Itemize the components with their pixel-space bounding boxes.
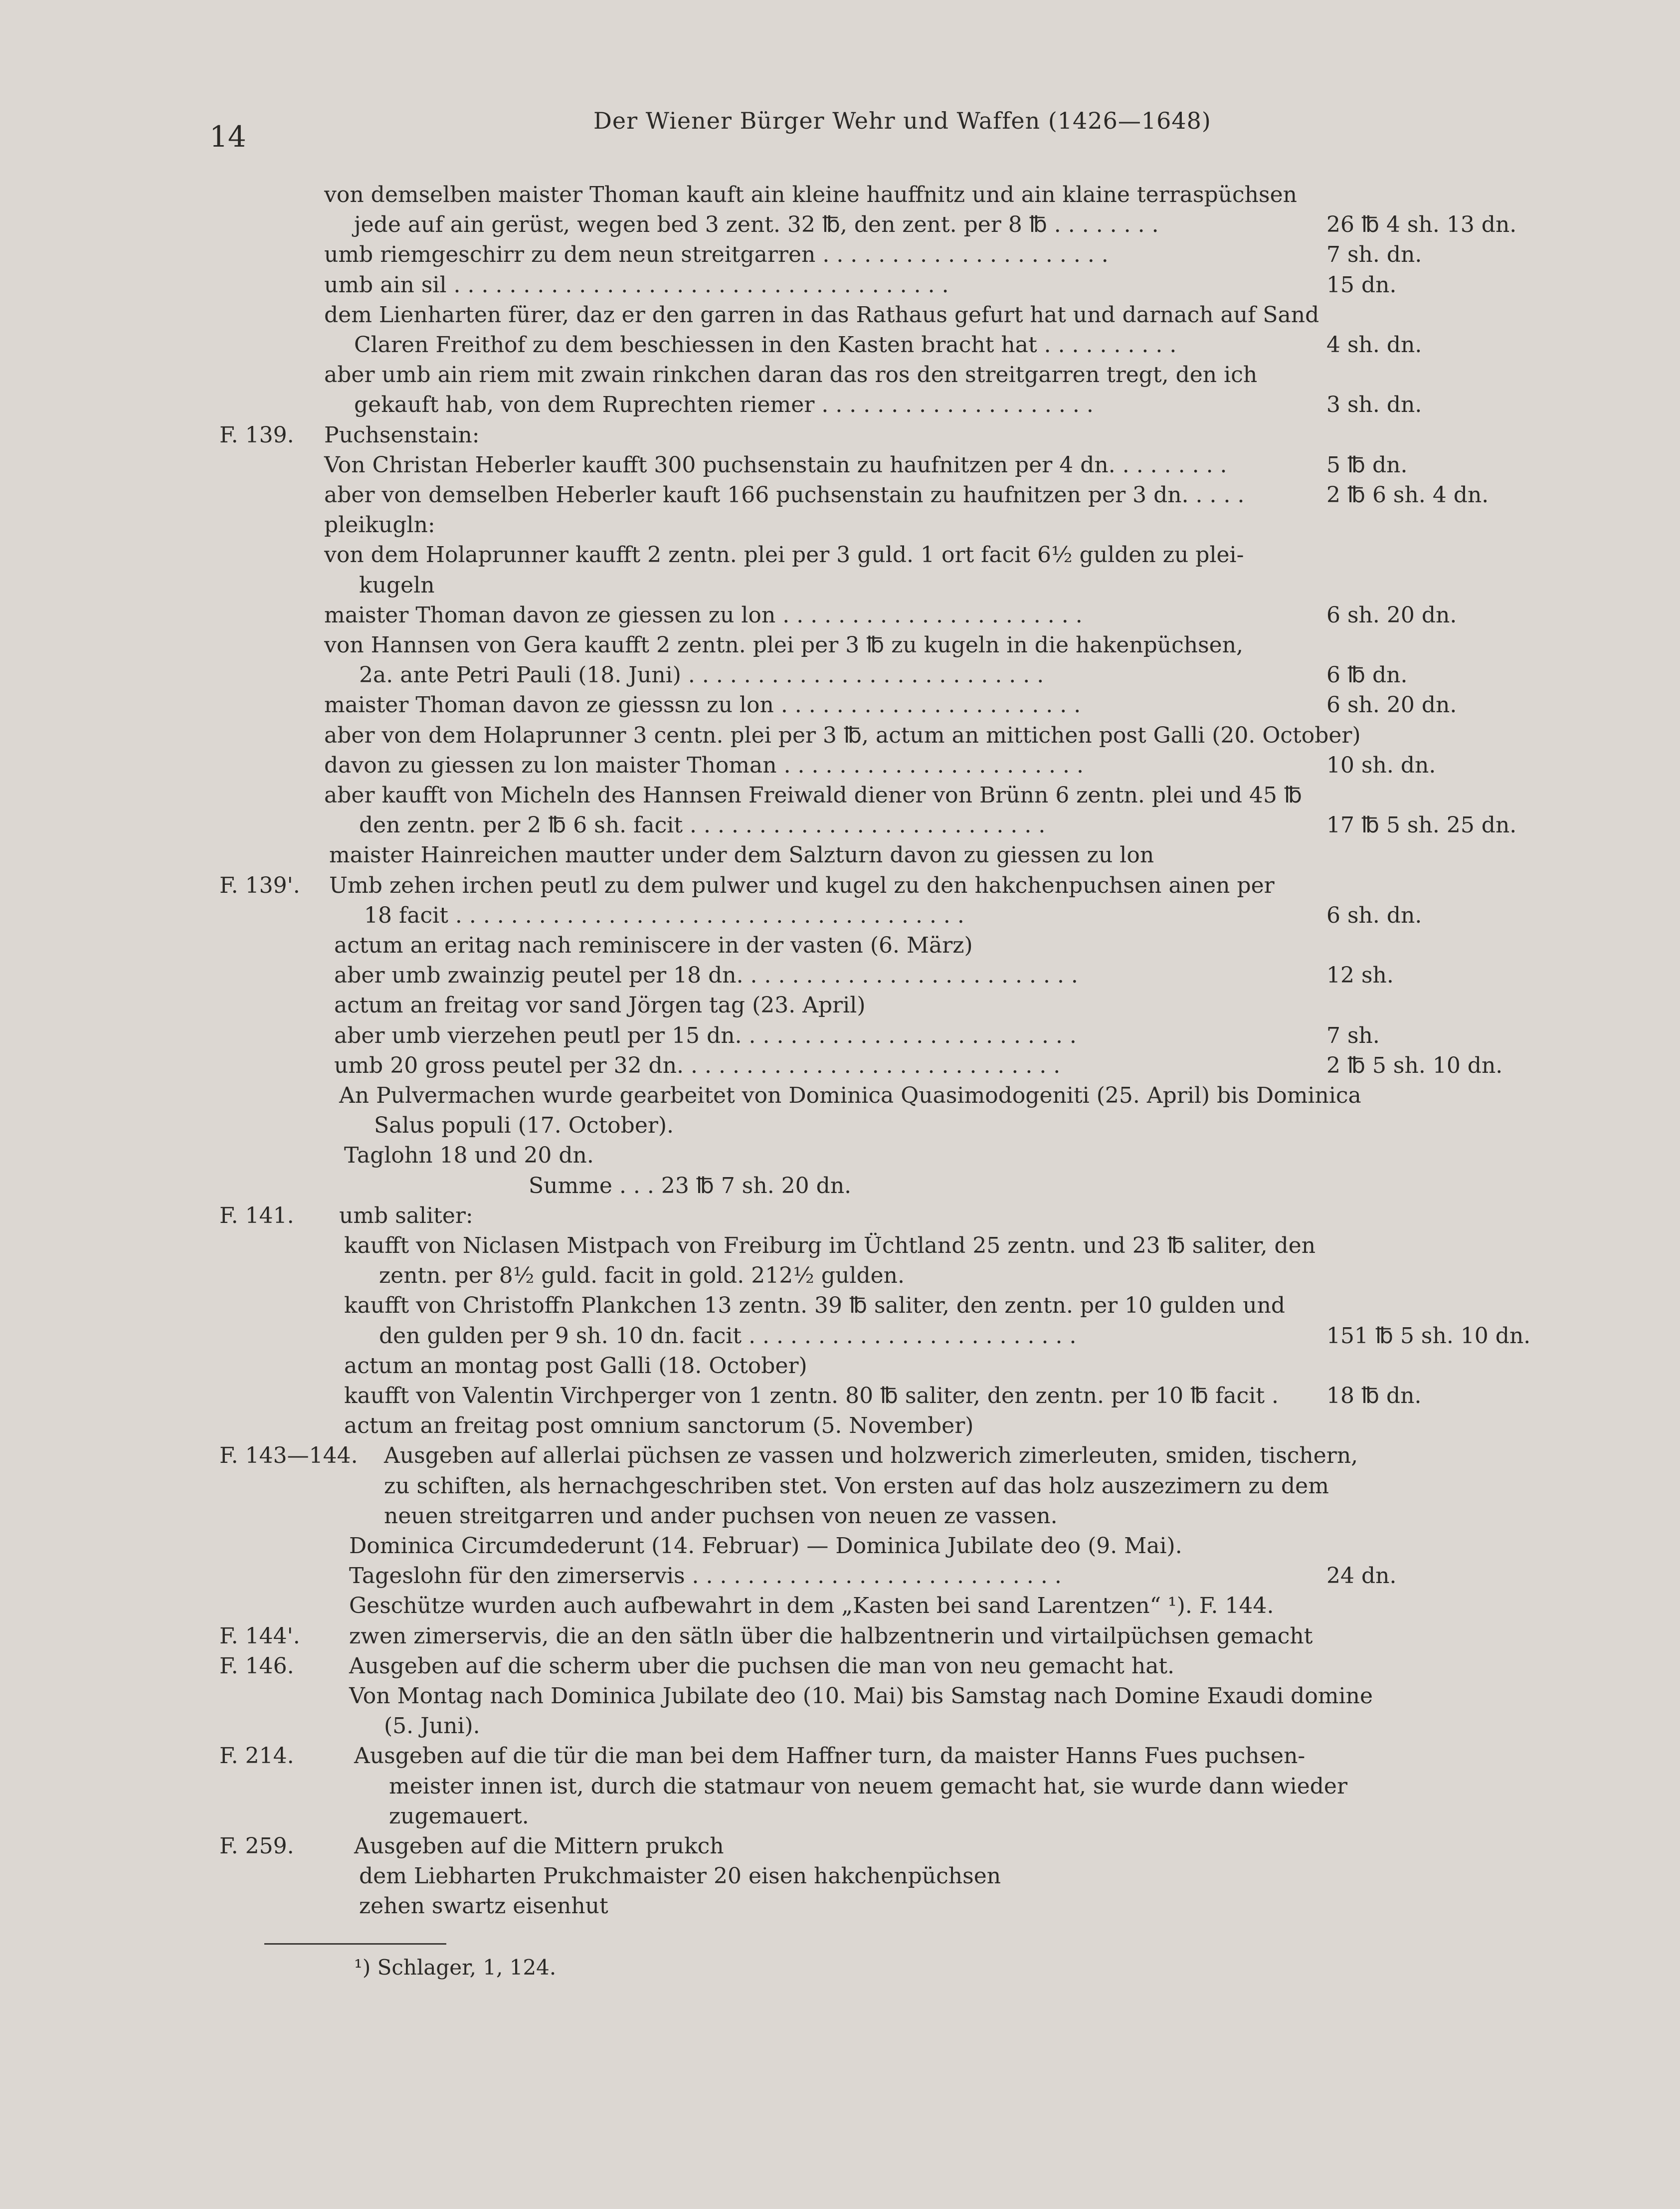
entry-text: kugeln <box>359 572 435 598</box>
ledger-line <box>0 482 1680 512</box>
ledger-line <box>0 933 1680 963</box>
footnote: ¹) Schlager, 1, 124. <box>354 1955 557 1980</box>
ledger-line <box>0 1203 1680 1233</box>
entry-text: Ausgeben auf die scherm uber die puchsen die man von neu gemacht hat. <box>349 1653 1175 1679</box>
entry-text: maister Thoman davon ze giesssn zu lon . . . . . . . . . . . . . . . . . . . . . . <box>324 692 1081 718</box>
folio-reference: F. 146. <box>219 1653 294 1679</box>
entry-text: maister Hainreichen mautter under dem Salzturn davon zu giessen zu lon <box>329 842 1154 868</box>
entry-text: Ausgeben auf die Mittern prukch <box>354 1833 724 1859</box>
entry-text: umb ain sil . . . . . . . . . . . . . . . . . . . . . . . . . . . . . . . . . . . . <box>324 272 949 298</box>
ledger-line <box>0 1113 1680 1143</box>
ledger-line <box>0 362 1680 392</box>
ledger-line <box>0 812 1680 842</box>
ledger-line <box>0 1143 1680 1173</box>
ledger-line <box>0 242 1680 272</box>
ledger-line <box>0 302 1680 332</box>
entry-text: actum an freitag vor sand Jörgen tag (23. April) <box>334 993 866 1018</box>
ledger-line <box>0 1023 1680 1053</box>
entry-text: davon zu giessen zu lon maister Thoman . . . . . . . . . . . . . . . . . . . . . . <box>324 752 1084 778</box>
ledger-line <box>0 723 1680 753</box>
entry-amount: 12 sh. <box>1326 963 1394 989</box>
ledger-line <box>0 1083 1680 1113</box>
ledger-line <box>0 1863 1680 1893</box>
entry-amount: 4 sh. dn. <box>1326 332 1422 358</box>
entry-text: umb saliter: <box>339 1203 473 1228</box>
entry-text: kaufft von Niclasen Mistpach von Freiburg im Üchtland 25 zentn. und 23 ℔ saliter, den <box>344 1233 1316 1258</box>
entry-text: zugemauert. <box>389 1803 529 1829</box>
ledger-line <box>0 1804 1680 1833</box>
entry-text: umb riemgeschirr zu dem neun streitgarren . . . . . . . . . . . . . . . . . . . . . <box>324 242 1109 268</box>
entry-text: neuen streitgarren und ander puchsen von neuen ze vassen. <box>384 1503 1058 1529</box>
entry-amount: 6 sh. 20 dn. <box>1326 692 1457 718</box>
ledger-line <box>0 602 1680 632</box>
entry-text: Von Montag nach Dominica Jubilate deo (10. Mai) bis Samstag nach Domine Exaudi domine <box>349 1683 1373 1709</box>
ledger-line <box>0 332 1680 362</box>
entry-amount: 15 dn. <box>1326 272 1397 298</box>
entry-text: 18 facit . . . . . . . . . . . . . . . . . . . . . . . . . . . . . . . . . . . . . <box>364 902 964 928</box>
entry-amount: 18 ℔ dn. <box>1326 1383 1422 1408</box>
ledger-line <box>0 1263 1680 1293</box>
folio-reference: F. 141. <box>219 1203 294 1228</box>
entry-text: aber umb zwainzig peutel per 18 dn. . . . . . . . . . . . . . . . . . . . . . . . . <box>334 963 1078 989</box>
entry-text: zwen zimerservis, die an den sätln über die halbzentnerin und virtailpüchsen gemacht <box>349 1623 1313 1649</box>
ledger-line <box>0 1833 1680 1863</box>
ledger-line <box>0 1473 1680 1503</box>
ledger-line <box>0 272 1680 302</box>
entry-text: Ausgeben auf allerlai püchsen ze vassen und holzwerich zimerleuten, smiden, tischern, <box>384 1443 1358 1469</box>
entry-text: gekauft hab, von dem Ruprechten riemer . . . . . . . . . . . . . . . . . . . . <box>354 392 1094 418</box>
entry-text: 2a. ante Petri Pauli (18. Juni) . . . . . . . . . . . . . . . . . . . . . . . . . . <box>359 662 1044 688</box>
ledger-line <box>0 1443 1680 1473</box>
entry-text: Dominica Circumdederunt (14. Februar) — Dominica Jubilate deo (9. Mai). <box>349 1533 1182 1559</box>
folio-reference: F. 143—144. <box>219 1443 358 1469</box>
entry-amount: 26 ℔ 4 sh. 13 dn. <box>1326 212 1517 238</box>
ledger-line <box>0 422 1680 452</box>
entry-text: Summe . . . 23 ℔ 7 sh. 20 dn. <box>529 1173 852 1199</box>
entry-text: Von Christan Heberler kaufft 300 puchsenstain zu haufnitzen per 4 dn. . . . . . . . . <box>324 452 1227 478</box>
entry-text: zu schiften, als hernachgeschriben stet. Von ersten auf das holz auszezimern zu dem <box>384 1473 1329 1499</box>
ledger-line <box>0 1713 1680 1743</box>
entry-amount: 17 ℔ 5 sh. 25 dn. <box>1326 812 1517 838</box>
entry-text: Ausgeben auf die tür die man bei dem Haffner turn, da maister Hanns Fues puchsen- <box>354 1743 1306 1769</box>
entry-text: jede auf ain gerüst, wegen bed 3 zent. 32 ℔, den zent. per 8 ℔ . . . . . . . . <box>354 212 1159 238</box>
running-head: Der Wiener Bürger Wehr und Waffen (1426—1648) <box>593 107 1211 134</box>
ledger-line <box>0 753 1680 783</box>
entry-text: aber kaufft von Micheln des Hannsen Freiwald diener von Brünn 6 zentn. plei und 45 ℔ <box>324 783 1302 808</box>
ledger-line <box>0 1323 1680 1353</box>
entry-amount: 2 ℔ 5 sh. 10 dn. <box>1326 1052 1503 1078</box>
entry-text: dem Lienharten fürer, daz er den garren in das Rathaus gefurt hat und darnach auf Sand <box>324 302 1319 328</box>
entry-amount: 24 dn. <box>1326 1563 1397 1589</box>
ledger-line <box>0 1563 1680 1593</box>
entry-text: maister Thoman davon ze giessen zu lon . . . . . . . . . . . . . . . . . . . . . . <box>324 602 1083 628</box>
entry-text: An Pulvermachen wurde gearbeitet von Dominica Quasimodogeniti (25. April) bis Dominica <box>339 1083 1361 1108</box>
entry-amount: 10 sh. dn. <box>1326 752 1436 778</box>
ledger-line <box>0 1503 1680 1533</box>
entry-text: Umb zehen irchen peutl zu dem pulwer und kugel zu den hakchenpuchsen ainen per <box>329 872 1275 898</box>
ledger-line <box>0 993 1680 1022</box>
ledger-line <box>0 1593 1680 1623</box>
ledger-line <box>0 573 1680 602</box>
ledger-line <box>0 1053 1680 1083</box>
ledger-line <box>0 903 1680 933</box>
entry-text: Puchsenstain: <box>324 422 480 448</box>
entry-text: (5. Juni). <box>384 1713 480 1739</box>
entry-text: meister innen ist, durch die statmaur von neuem gemacht hat, sie wurde dann wieder <box>389 1773 1347 1799</box>
entry-amount: 6 ℔ dn. <box>1326 662 1408 688</box>
entry-text: von dem Holaprunner kaufft 2 zentn. plei per 3 guld. 1 ort facit 6½ gulden zu plei- <box>324 542 1244 568</box>
ledger-line <box>0 1233 1680 1263</box>
entry-text: aber von dem Holaprunner 3 centn. plei per 3 ℔, actum an mittichen post Galli (20. October) <box>324 722 1361 748</box>
ledger-line <box>0 692 1680 722</box>
folio-reference: F. 214. <box>219 1743 294 1769</box>
entry-text: Claren Freithof zu dem beschiessen in den Kasten bracht hat . . . . . . . . . . <box>354 332 1177 358</box>
ledger-line <box>0 1653 1680 1683</box>
entry-text: zehen swartz eisenhut <box>359 1893 608 1919</box>
entry-text: pleikugln: <box>324 512 435 538</box>
entry-text: umb 20 gross peutel per 32 dn. . . . . . . . . . . . . . . . . . . . . . . . . . . . <box>334 1052 1061 1078</box>
entry-text: Tageslohn für den zimerservis . . . . . . . . . . . . . . . . . . . . . . . . . . . <box>349 1563 1062 1589</box>
folio-reference: F. 144'. <box>219 1623 300 1649</box>
folio-reference: F. 139'. <box>219 872 300 898</box>
entry-text: aber von demselben Heberler kauft 166 puchsenstain zu haufnitzen per 3 dn. . . . . <box>324 482 1245 508</box>
ledger-line <box>0 662 1680 692</box>
entry-amount: 3 sh. dn. <box>1326 392 1422 418</box>
ledger-line <box>0 1623 1680 1653</box>
entry-text: actum an montag post Galli (18. October) <box>344 1353 807 1379</box>
ledger-line <box>0 1173 1680 1203</box>
ledger-line <box>0 1353 1680 1383</box>
ledger-line <box>0 1533 1680 1563</box>
ledger-line <box>0 512 1680 542</box>
entry-text: von Hannsen von Gera kaufft 2 zentn. plei per 3 ℔ zu kugeln in die hakenpüchsen, <box>324 632 1244 658</box>
ledger-line <box>0 783 1680 812</box>
entry-amount: 5 ℔ dn. <box>1326 452 1408 478</box>
entry-text: Salus populi (17. October). <box>374 1113 674 1139</box>
ledger-line <box>0 842 1680 872</box>
entry-amount: 2 ℔ 6 sh. 4 dn. <box>1326 482 1489 508</box>
ledger-line <box>0 1893 1680 1923</box>
entry-text: Geschütze wurden auch aufbewahrt in dem „Kasten bei sand Larentzen“ ¹). F. 144. <box>349 1593 1274 1619</box>
entry-amount: 7 sh. dn. <box>1326 242 1422 268</box>
entry-amount: 7 sh. <box>1326 1022 1380 1048</box>
entry-text: aber umb ain riem mit zwain rinkchen daran das ros den streitgarren tregt, den ich <box>324 362 1258 388</box>
entry-text: dem Liebharten Prukchmaister 20 eisen hakchenpüchsen <box>359 1863 1001 1889</box>
ledger-line <box>0 1774 1680 1804</box>
entry-text: von demselben maister Thoman kauft ain kleine hauffnitz und ain klaine terraspüchsen <box>324 182 1297 207</box>
entry-amount: 6 sh. 20 dn. <box>1326 602 1457 628</box>
entry-text: kaufft von Valentin Virchperger von 1 zentn. 80 ℔ saliter, den zentn. per 10 ℔ facit . <box>344 1383 1279 1408</box>
entry-text: zentn. per 8½ guld. facit in gold. 212½ gulden. <box>379 1263 905 1289</box>
entry-text: den zentn. per 2 ℔ 6 sh. facit . . . . . . . . . . . . . . . . . . . . . . . . . . <box>359 812 1046 838</box>
ledger-line <box>0 392 1680 422</box>
ledger-line <box>0 1413 1680 1443</box>
entry-text: aber umb vierzehen peutl per 15 dn. . . . . . . . . . . . . . . . . . . . . . . . . <box>334 1022 1077 1048</box>
ledger-line <box>0 212 1680 242</box>
ledger-line <box>0 873 1680 903</box>
ledger-line <box>0 1383 1680 1413</box>
entry-text: actum an eritag nach reminiscere in der vasten (6. März) <box>334 933 973 958</box>
ledger-line <box>0 963 1680 993</box>
entry-text: actum an freitag post omnium sanctorum (5. November) <box>344 1413 974 1439</box>
entry-text: Taglohn 18 und 20 dn. <box>344 1143 594 1169</box>
entry-amount: 151 ℔ 5 sh. 10 dn. <box>1326 1323 1531 1349</box>
entry-text: den gulden per 9 sh. 10 dn. facit . . . . . . . . . . . . . . . . . . . . . . . . <box>379 1323 1077 1349</box>
folio-reference: F. 139. <box>219 422 294 448</box>
footnote-rule <box>264 1943 446 1945</box>
ledger-line <box>0 452 1680 482</box>
folio-reference: F. 259. <box>219 1833 294 1859</box>
entry-text: kaufft von Christoffn Plankchen 13 zentn. 39 ℔ saliter, den zentn. per 10 gulden und <box>344 1293 1286 1319</box>
ledger-line <box>0 1743 1680 1773</box>
page-number: 14 <box>209 120 246 154</box>
ledger-line <box>0 182 1680 212</box>
entry-amount: 6 sh. dn. <box>1326 902 1422 928</box>
ledger-line <box>0 632 1680 662</box>
ledger-line <box>0 1293 1680 1323</box>
ledger-line <box>0 542 1680 572</box>
ledger-line <box>0 1683 1680 1713</box>
